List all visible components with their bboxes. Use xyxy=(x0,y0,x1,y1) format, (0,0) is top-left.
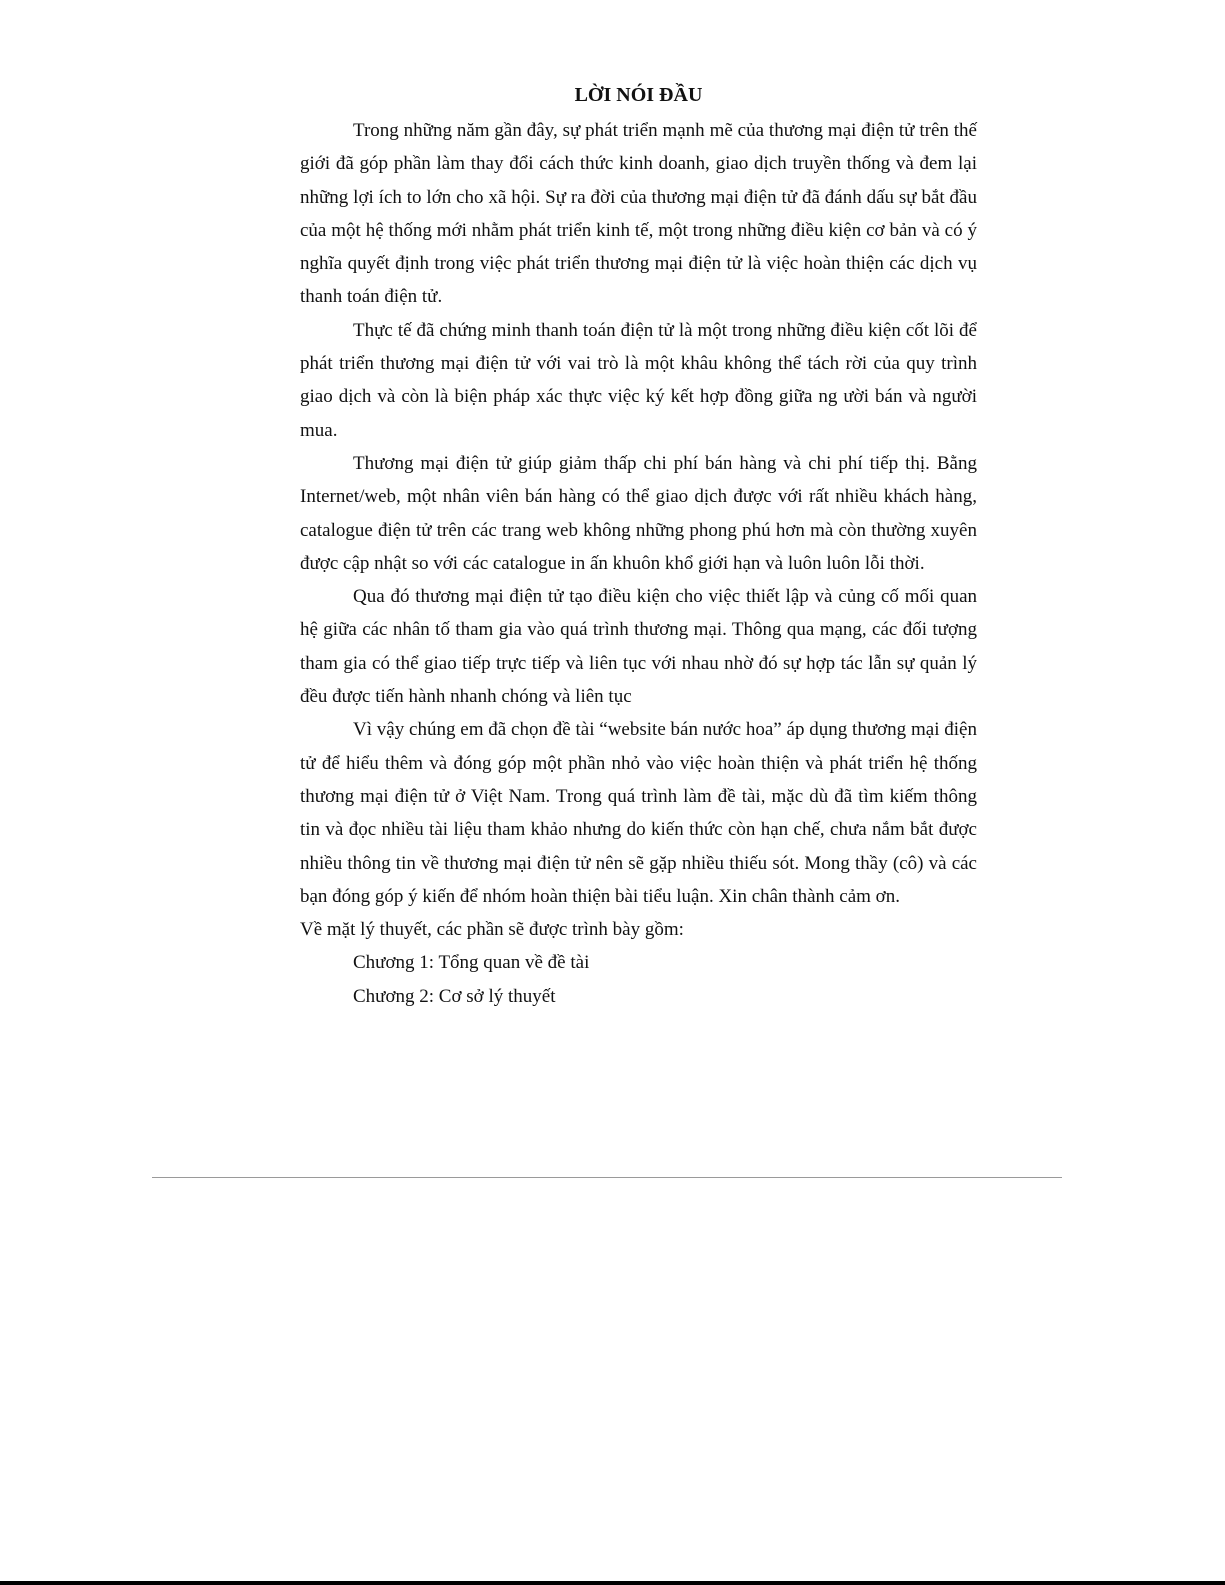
paragraph-4: Qua đó thương mại điện tử tạo điều kiện cho việc thiết lập và củng cố mối quan hệ giữa các nhân tố tham gia vào quá trình thương mại. Thông qua mạng, các đối tượng tham gia có thể giao tiếp trực tiếp và liên tục với nhau nhờ đó sự hợp tác lẫn sự quản lý đều được tiến hành nhanh chóng và liên tục xyxy=(300,586,977,708)
paragraph-1: Trong những năm gần đây, sự phát triển mạnh mẽ của thương mại điện tử trên thế giới đã góp phần làm thay đổi cách thức kinh doanh, giao dịch truyền thống và đem lại những lợi ích to lớn cho xã hội. Sự ra đời của thương mại điện tử đã đánh dấu sự bắt đầu của một hệ thống mới nhằm phát triển kinh tế, một trong những điều kiện cơ bản và có ý nghĩa quyết định trong việc phát triển thương mại điện tử là việc hoàn thiện các dịch vụ thanh toán điện tử. xyxy=(300,120,977,308)
chapter-item-2: Chương 2: Cơ sở lý thuyết xyxy=(353,985,556,1007)
paragraph-5: Vì vậy chúng em đã chọn đề tài “website bán nước hoa” áp dụng thương mại điện tử để hiểu thêm và đóng góp một phần nhỏ vào việc hoàn thiện và phát triển hệ thống thương mại điện tử ở Việt Nam. Trong quá trình làm đề tài, mặc dù đã tìm kiếm thông tin và đọc nhiều tài liệu tham khảo nhưng do kiến thức còn hạn chế, chưa nắm bắt được nhiều thông tin về thương mại điện tử nên sẽ gặp nhiều thiếu sót. Mong thầy (cô) và các bạn đóng góp ý kiến để nhóm hoàn thiện bài tiểu luận. Xin chân thành cảm ơn. xyxy=(300,719,977,907)
page-bottom-edge xyxy=(0,1581,1225,1585)
paragraph-2: Thực tế đã chứng minh thanh toán điện tử là một trong những điều kiện cốt lõi để phát triển thương mại điện tử với vai trò là một khâu không thể tách rời của quy trình giao dịch và còn là biện pháp xác thực việc ký kết hợp đồng giữa ng ười bán và người mua. xyxy=(300,319,977,441)
page-divider xyxy=(152,1177,1062,1178)
document-page xyxy=(300,80,977,1013)
intro-line: Về mặt lý thuyết, các phần sẽ được trình bày gồm: xyxy=(300,919,684,941)
chapter-item-1: Chương 1: Tổng quan về đề tài xyxy=(353,952,590,974)
page-title: LỜI NÓI ĐẦU xyxy=(574,84,703,106)
paragraph-3: Thương mại điện tử giúp giảm thấp chi phí bán hàng và chi phí tiếp thị. Bằng Internet/web, một nhân viên bán hàng có thể giao dịch được với rất nhiều khách hàng, catalogue điện tử trên các trang web không những phong phú hơn mà còn thường xuyên được cập nhật so với các catalogue in ấn khuôn khổ giới hạn và luôn luôn lỗi thời. xyxy=(300,452,977,574)
